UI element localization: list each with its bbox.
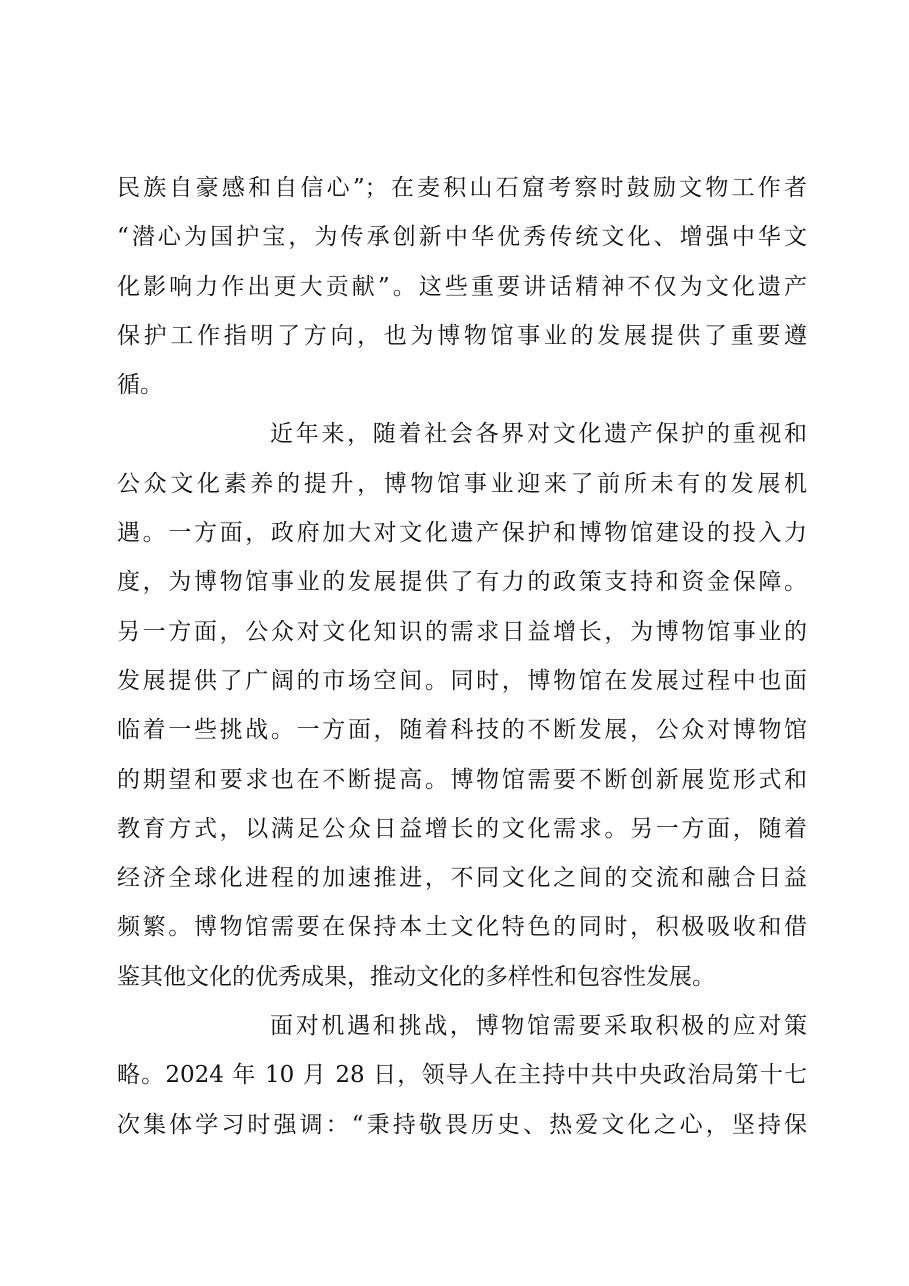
text-line: 度，为博物馆事业的发展提供了有力的政策支持和资金保障。: [117, 569, 807, 596]
text-line: 频繁。博物馆需要在保持本土文化特色的同时，积极吸收和借: [117, 914, 807, 941]
text-line: 循。: [117, 372, 163, 399]
text-line: 临着一些挑战。一方面，随着科技的不断发展，公众对博物馆: [117, 717, 807, 744]
text-line: 化影响力作出更大贡献”。这些重要讲话精神不仅为文化遗产: [117, 273, 807, 300]
text-line: 面对机遇和挑战，博物馆需要采取积极的应对策: [270, 1013, 807, 1040]
text-line: 另一方面，公众对文化知识的需求日益增长，为博物馆事业的: [117, 618, 807, 645]
paragraph-1: [117, 164, 807, 410]
text-line: 鉴其他文化的优秀成果，推动文化的多样性和包容性发展。: [117, 963, 715, 990]
text-line: 教育方式，以满足公众日益增长的文化需求。另一方面，随着: [117, 815, 807, 842]
text-line: 近年来，随着社会各界对文化遗产保护的重视和: [270, 421, 807, 448]
text-line: 发展提供了广阔的市场空间。同时，博物馆在发展过程中也面: [117, 667, 807, 694]
paragraph-2: [117, 410, 807, 1002]
text-line: “潜心为国护宝，为传承创新中华优秀传统文化、增强中华文: [117, 224, 807, 251]
body-text: [117, 164, 807, 1150]
text-line: 的期望和要求也在不断提高。博物馆需要不断创新展览形式和: [117, 766, 807, 793]
text-line: 次集体学习时强调：“秉持敬畏历史、热爱文化之心，坚持保: [117, 1111, 807, 1138]
text-line: 民族自豪感和自信心”；在麦积山石窟考察时鼓励文物工作者: [117, 175, 807, 201]
text-line: 遇。一方面，政府加大对文化遗产保护和博物馆建设的投入力: [117, 520, 807, 547]
text-line: 经济全球化进程的加速推进，不同文化之间的交流和融合日益: [117, 865, 807, 892]
text-line: 公众文化素养的提升，博物馆事业迎来了前所未有的发展机: [117, 470, 807, 497]
text-line: 略。2024 年 10 月 28 日，领导人在主持中共中央政治局第十七: [117, 1062, 807, 1089]
paragraph-3: [117, 1002, 807, 1150]
text-line: 保护工作指明了方向，也为博物馆事业的发展提供了重要遵: [117, 322, 807, 349]
